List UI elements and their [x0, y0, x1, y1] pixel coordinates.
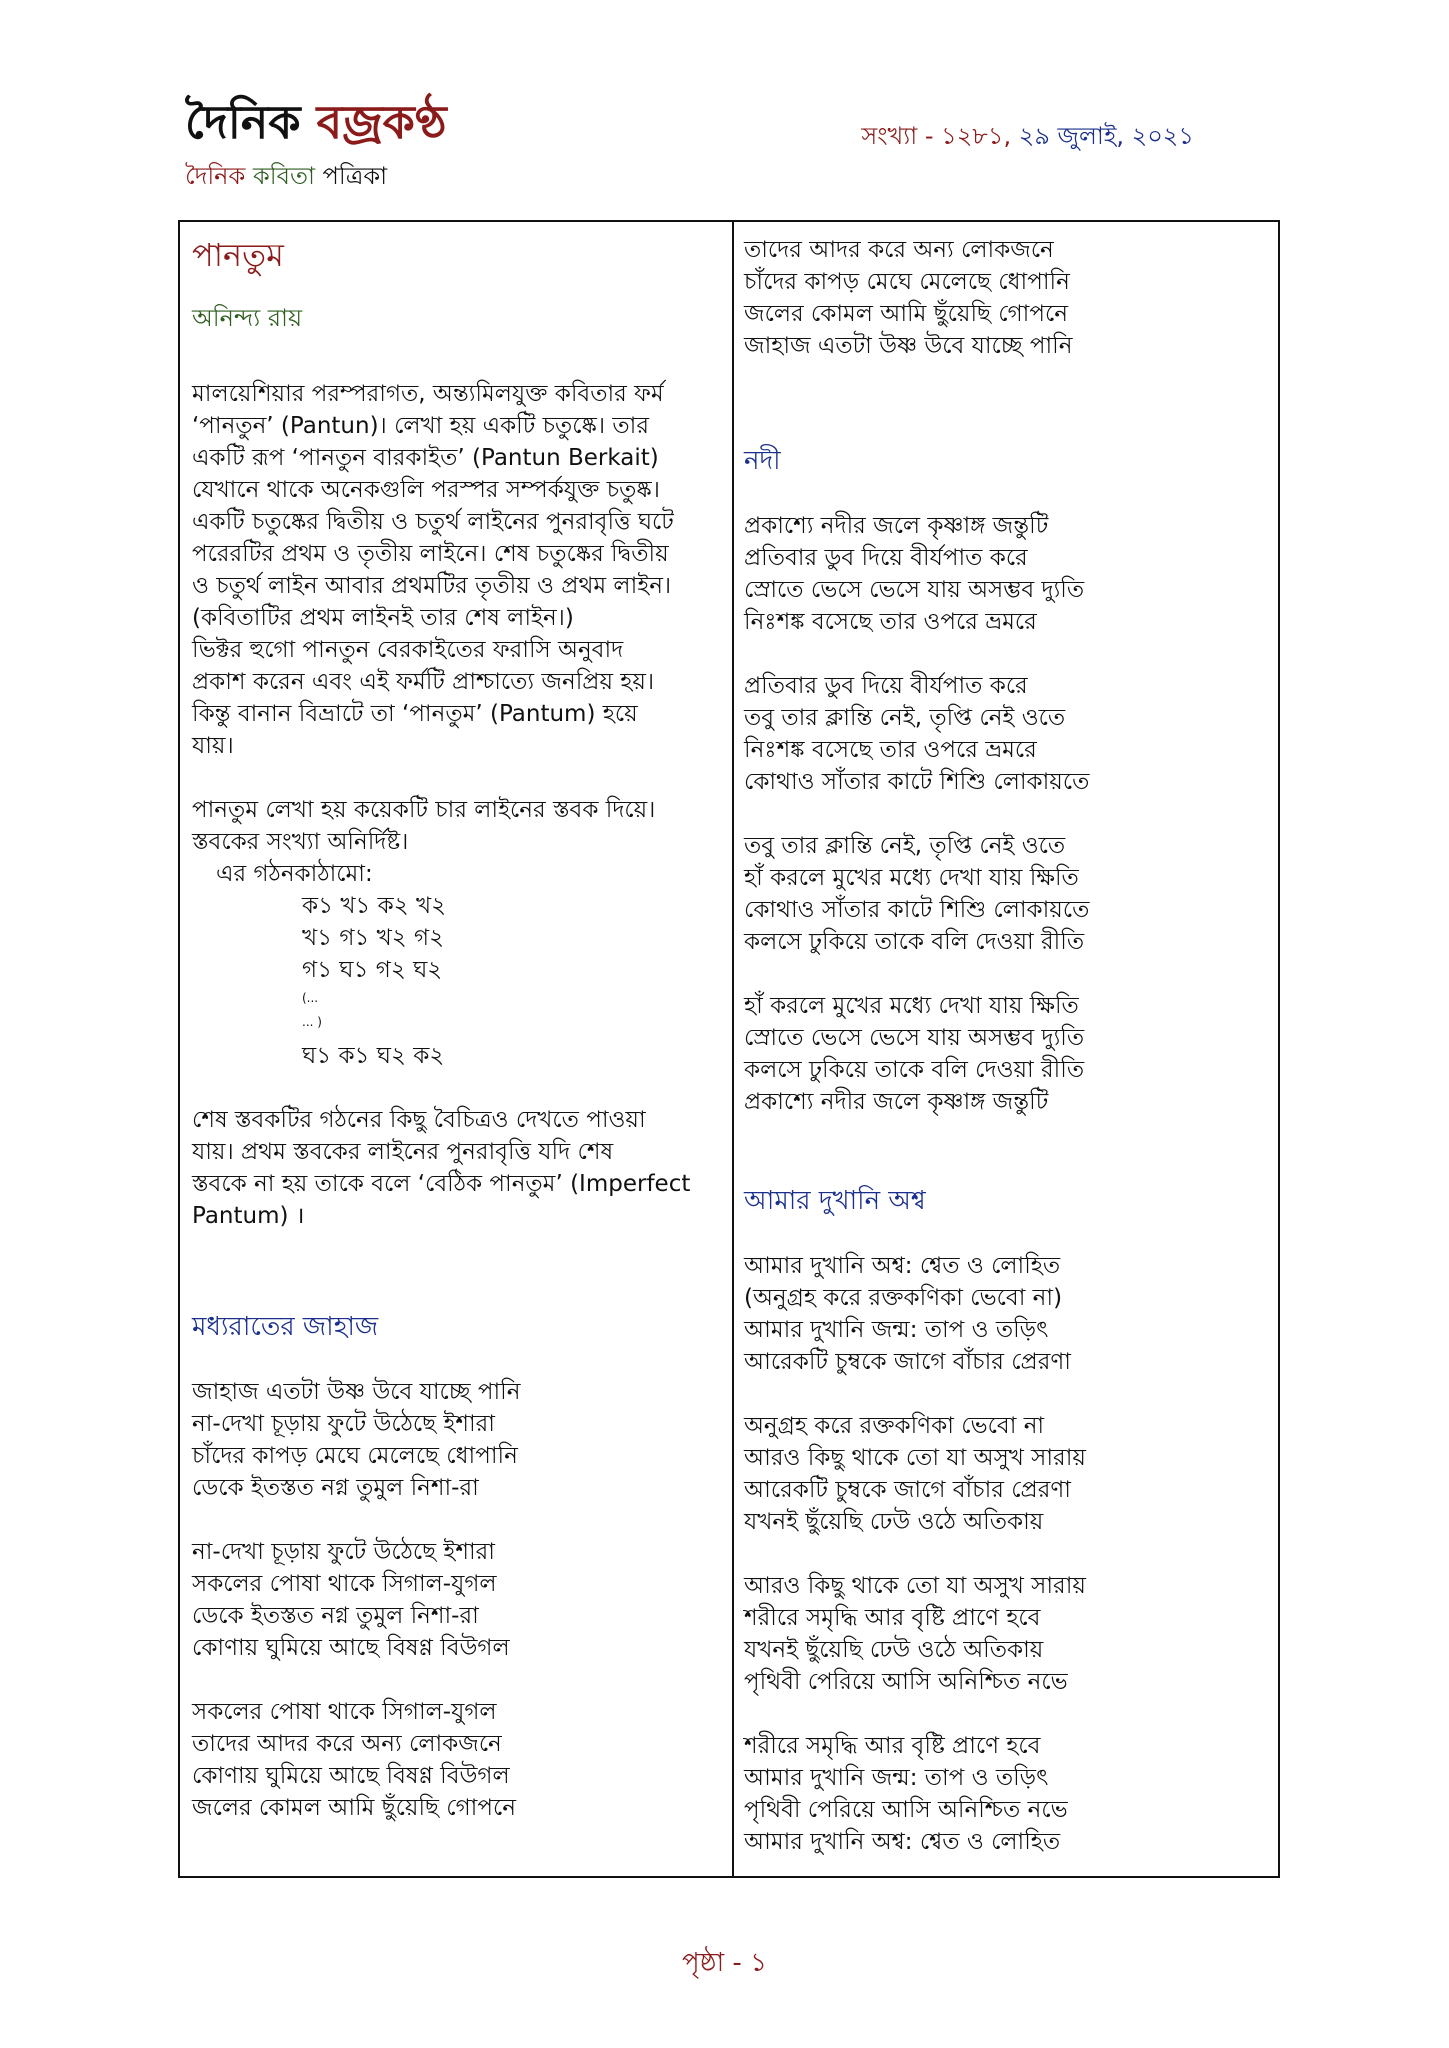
right-column — [744, 234, 1272, 1858]
poem-line: জাহাজ এতটা উষ্ণ উবে যাচ্ছে পানি — [744, 333, 1073, 359]
variation-line: যায়। প্রথম স্তবকের লাইনের পুনরাবৃত্তি যদি শেষ — [192, 1139, 614, 1165]
stanza — [192, 1376, 720, 1504]
poem-line: কলসে ঢুকিয়ে তাকে বলি দেওয়া রীতি — [744, 1057, 1085, 1083]
intro-line: কিন্তু বানান বিভ্রাটে তা ‘পানতুম’ (Pantum) হয়ে — [192, 701, 638, 727]
poem-line: স্রোতে ভেসে ভেসে যায় অসম্ভব দ্যুতি — [744, 577, 1085, 603]
poem-line: নিঃশঙ্ক বসেছে তার ওপরে ভ্রমরে — [744, 609, 1037, 635]
poem-line: তাদের আদর করে অন্য লোকজনে — [744, 237, 1054, 263]
poem-line: প্রকাশ্যে নদীর জলে কৃষ্ণাঙ্গ জন্তুটি — [744, 1089, 1049, 1115]
stanza — [744, 990, 1272, 1118]
scheme-row: ক১ খ১ ক২ খ২ — [302, 893, 447, 919]
poem-line: জলের কোমল আমি ছুঁয়েছি গোপনে — [192, 1795, 516, 1821]
scheme-ellipsis: (... — [302, 991, 319, 1005]
stanza — [192, 1696, 720, 1824]
intro-line: যায়। — [192, 733, 234, 759]
poem-title: মধ্যরাতের জাহাজ — [192, 1312, 379, 1342]
logo-word-1: দৈনিক — [185, 95, 301, 149]
tagline-part-3: পত্রিকা — [322, 162, 388, 190]
poem-line: আমার দুখানি জন্ম: তাপ ও তড়িৎ — [744, 1317, 1049, 1343]
poem-line: চাঁদের কাপড় মেঘে মেলেছে ধোপানি — [192, 1443, 518, 1469]
issue-date: ২৯ জুলাই, ২০২১ — [1018, 122, 1194, 150]
variation-line: স্তবকে না হয় তাকে বলে ‘বেঠিক পানতুম’ (Imperfect — [192, 1171, 691, 1197]
stanza — [744, 1570, 1272, 1698]
poem-line: পৃথিবী পেরিয়ে আসি অনিশ্চিত নভে — [744, 1669, 1068, 1695]
poem-line: প্রতিবার ডুব দিয়ে বীর্যপাত করে — [744, 673, 1028, 699]
scheme-heading: এর গঠনকাঠামো: — [216, 861, 373, 887]
poem-two-horses — [744, 1184, 1272, 1858]
intro-line: ‘পানতুন’ (Pantun)। লেখা হয় একটি চতুষ্কে। তার — [192, 413, 649, 439]
poem-line: তবু তার ক্লান্তি নেই, তৃপ্তি নেই ওতে — [744, 705, 1066, 731]
variation-line: Pantum) । — [192, 1203, 305, 1229]
article-title: পানতুম — [192, 236, 284, 274]
poem-river — [744, 444, 1272, 1118]
poem-line: পৃথিবী পেরিয়ে আসি অনিশ্চিত নভে — [744, 1797, 1068, 1823]
poem-line: (অনুগ্রহ করে রক্তকণিকা ভেবো না) — [744, 1285, 1063, 1311]
variation-paragraph — [192, 1104, 720, 1232]
scheme-row: খ১ গ১ খ২ গ২ — [302, 925, 445, 951]
poem-line: হাঁ করলে মুখের মধ্যে দেখা যায় ক্ষিতি — [744, 993, 1079, 1019]
column-divider — [732, 222, 734, 1876]
intro-line: যেখানে থাকে অনেকগুলি পরস্পর সম্পর্কযুক্ত চতুষ্ক। — [192, 477, 660, 503]
scheme-ellipsis: ... ) — [302, 1015, 322, 1029]
poem-line: আরও কিছু থাকে তো যা অসুখ সারায় — [744, 1445, 1086, 1471]
poem-midnight-ship — [192, 1310, 720, 1824]
intro-line: ও চতুর্থ লাইন আবার প্রথমটির তৃতীয় ও প্রথম লাইন। — [192, 573, 672, 599]
structure-paragraph — [192, 794, 720, 1072]
poem-line: কোণায় ঘুমিয়ে আছে বিষণ্ণ বিউগল — [192, 1635, 510, 1661]
stanza — [744, 1250, 1272, 1378]
poem-line: কোণায় ঘুমিয়ে আছে বিষণ্ণ বিউগল — [192, 1763, 510, 1789]
stanza — [192, 1536, 720, 1664]
poem-line: ডেকে ইতস্তত নগ্ন তুমুল নিশা-রা — [192, 1475, 479, 1501]
author-name: অনিন্দ্য রায় — [192, 304, 303, 332]
scheme-row: গ১ ঘ১ গ২ ঘ২ — [302, 957, 443, 983]
poem-line: আরেকটি চুম্বকে জাগে বাঁচার প্রেরণা — [744, 1349, 1071, 1375]
intro-line: একটি চতুষ্কের দ্বিতীয় ও চতুর্থ লাইনের পুনরাবৃত্তি ঘটে — [192, 509, 674, 535]
stanza — [744, 1410, 1272, 1538]
poem-line: আমার দুখানি অশ্ব: শ্বেত ও লোহিত — [744, 1829, 1061, 1855]
intro-line: একটি রূপ ‘পানতুন বারকাইত’ (Pantun Berkait) — [192, 445, 659, 471]
poem-line: প্রকাশ্যে নদীর জলে কৃষ্ণাঙ্গ জন্তুটি — [744, 513, 1049, 539]
poem-line: যখনই ছুঁয়েছি ঢেউ ওঠে অতিকায় — [744, 1637, 1044, 1663]
stanza — [744, 510, 1272, 638]
tagline-part-2: কবিতা — [252, 162, 315, 190]
issue-info — [861, 118, 1194, 158]
tagline — [185, 158, 447, 198]
intro-line: মালয়েশিয়ার পরম্পরাগত, অন্ত্যমিলযুক্ত কবিতার ফর্ম — [192, 381, 664, 407]
rhyme-scheme — [216, 858, 720, 1072]
poem-line: আরেকটি চুম্বকে জাগে বাঁচার প্রেরণা — [744, 1477, 1071, 1503]
poem-line: আমার দুখানি জন্ম: তাপ ও তড়িৎ — [744, 1765, 1049, 1791]
poem-line: জাহাজ এতটা উষ্ণ উবে যাচ্ছে পানি — [192, 1379, 521, 1405]
newspaper-logo — [185, 92, 447, 152]
poem-line: কোথাও সাঁতার কাটে শিশুি লোকায়তে — [744, 897, 1090, 923]
poem-line: সকলের পোষা থাকে সিগাল-যুগল — [192, 1699, 497, 1725]
intro-line: ভিক্টর হুগো পানতুন বেরকাইতের ফরাসি অনুবাদ — [192, 637, 624, 663]
tagline-part-1: দৈনিক — [185, 162, 246, 190]
left-column — [192, 234, 720, 1824]
poem-line: ডেকে ইতস্তত নগ্ন তুমুল নিশা-রা — [192, 1603, 479, 1629]
poem-title: আমার দুখানি অশ্ব — [744, 1186, 926, 1216]
poem-line: হাঁ করলে মুখের মধ্যে দেখা যায় ক্ষিতি — [744, 865, 1079, 891]
poem-line: চাঁদের কাপড় মেঘে মেলেছে ধোপানি — [744, 269, 1070, 295]
structure-line: পানতুম লেখা হয় কয়েকটি চার লাইনের স্তবক দিয়ে। — [192, 797, 656, 823]
stanza — [744, 1730, 1272, 1858]
poem-line: যখনই ছুঁয়েছি ঢেউ ওঠে অতিকায় — [744, 1509, 1044, 1535]
poem-line: না-দেখা চূড়ায় ফুটে উঠেছে ইশারা — [192, 1539, 495, 1565]
structure-line: স্তবকের সংখ্যা অনির্দিষ্ট। — [192, 829, 409, 855]
poem-line: তাদের আদর করে অন্য লোকজনে — [192, 1731, 502, 1757]
poem-line: না-দেখা চূড়ায় ফুটে উঠেছে ইশারা — [192, 1411, 495, 1437]
poem-line: আরও কিছু থাকে তো যা অসুখ সারায় — [744, 1573, 1086, 1599]
poem-line: কোথাও সাঁতার কাটে শিশুি লোকায়তে — [744, 769, 1090, 795]
poem-line: আমার দুখানি অশ্ব: শ্বেত ও লোহিত — [744, 1253, 1061, 1279]
stanza — [744, 830, 1272, 958]
content-frame — [178, 220, 1280, 1878]
masthead — [185, 92, 447, 198]
intro-line: (কবিতাটির প্রথম লাইনই তার শেষ লাইন।) — [192, 605, 574, 631]
poem-line: কলসে ঢুকিয়ে তাকে বলি দেওয়া রীতি — [744, 929, 1085, 955]
poem-line: শরীরে সমৃদ্ধি আর বৃষ্টি প্রাণে হবে — [744, 1605, 1041, 1631]
poem-line: অনুগ্রহ করে রক্তকণিকা ভেবো না — [744, 1413, 1045, 1439]
intro-paragraph — [192, 378, 720, 762]
variation-line: শেষ স্তবকটির গঠনের কিছু বৈচিত্রও দেখতে পাওয়া — [192, 1107, 646, 1133]
poem-line: প্রতিবার ডুব দিয়ে বীর্যপাত করে — [744, 545, 1028, 571]
poem-line: নিঃশঙ্ক বসেছে তার ওপরে ভ্রমরে — [744, 737, 1037, 763]
poem-line: স্রোতে ভেসে ভেসে যায় অসম্ভব দ্যুতি — [744, 1025, 1085, 1051]
stanza — [744, 670, 1272, 798]
stanza-continued — [744, 234, 1272, 362]
intro-line: পরেরটির প্রথম ও তৃতীয় লাইনে। শেষ চতুষ্কের দ্বিতীয় — [192, 541, 669, 567]
poem-title: নদী — [744, 446, 781, 476]
poem-line: জলের কোমল আমি ছুঁয়েছি গোপনে — [744, 301, 1068, 327]
poem-line: শরীরে সমৃদ্ধি আর বৃষ্টি প্রাণে হবে — [744, 1733, 1041, 1759]
logo-word-2: বজ্রকণ্ঠ — [316, 95, 447, 149]
poem-line: তবু তার ক্লান্তি নেই, তৃপ্তি নেই ওতে — [744, 833, 1066, 859]
scheme-row-last: ঘ১ ক১ ঘ২ ক২ — [302, 1043, 445, 1069]
issue-number: সংখ্যা - ১২৮১, — [861, 122, 1012, 150]
intro-line: প্রকাশ করেন এবং এই ফর্মটি প্রাশ্চাত্যে জনপ্রিয় হয়। — [192, 669, 655, 695]
poem-line: সকলের পোষা থাকে সিগাল-যুগল — [192, 1571, 497, 1597]
page-number: পৃষ্ঠা - ১ — [682, 1948, 767, 1978]
